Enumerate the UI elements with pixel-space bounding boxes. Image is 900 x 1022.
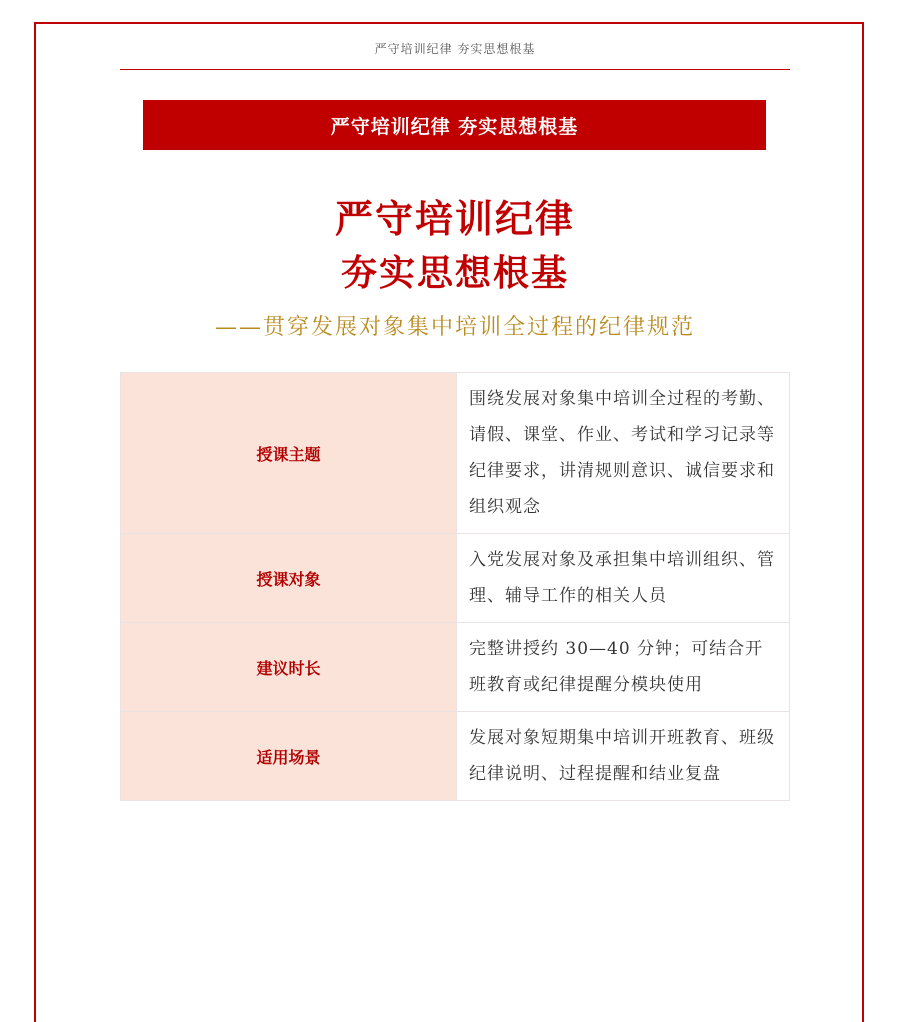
header-divider bbox=[120, 69, 790, 70]
row-label-audience: 授课对象 bbox=[121, 534, 457, 623]
table-row bbox=[121, 534, 790, 623]
row-label-topic: 授课主题 bbox=[121, 373, 457, 534]
row-value-duration: 完整讲授约 30—40 分钟；可结合开班教育或纪律提醒分模块使用 bbox=[457, 623, 790, 712]
main-title-line-1: 严守培训纪律 bbox=[334, 197, 575, 241]
row-value-scenario: 发展对象短期集中培训开班教育、班级纪律说明、过程提醒和结业复盘 bbox=[457, 712, 790, 801]
table-row bbox=[121, 623, 790, 712]
row-label-scenario: 适用场景 bbox=[121, 712, 457, 801]
main-title-line-2: 夯实思想根基 bbox=[340, 253, 569, 294]
row-label-duration: 建议时长 bbox=[121, 623, 457, 712]
info-table bbox=[120, 372, 790, 801]
row-value-audience: 入党发展对象及承担集中培训组织、管理、辅导工作的相关人员 bbox=[457, 534, 790, 623]
subtitle: ——贯穿发展对象集中培训全过程的纪律规范 bbox=[214, 315, 695, 340]
table-row bbox=[121, 373, 790, 534]
row-value-topic: 围绕发展对象集中培训全过程的考勤、请假、课堂、作业、考试和学习记录等纪律要求，讲清规则意识、诚信要求和组织观念 bbox=[457, 373, 790, 534]
running-header: 严守培训纪律 夯实思想根基 bbox=[374, 42, 536, 56]
banner-text: 严守培训纪律 夯实思想根基 bbox=[330, 115, 579, 138]
table-row bbox=[121, 712, 790, 801]
title-banner bbox=[143, 100, 766, 150]
